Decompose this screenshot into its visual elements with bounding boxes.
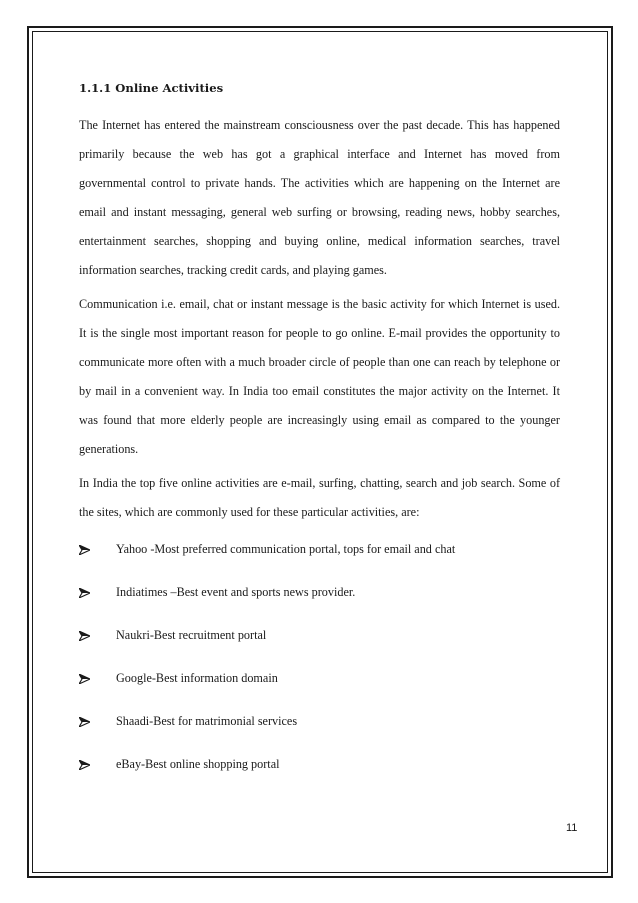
list-item-text: Indiatimes –Best event and sports news provider. bbox=[116, 585, 356, 599]
page-content bbox=[79, 70, 560, 786]
list-item-text: Shaadi-Best for matrimonial services bbox=[116, 714, 298, 728]
arrowhead-bullet-icon bbox=[79, 614, 95, 657]
sites-list bbox=[79, 528, 560, 786]
list-item bbox=[79, 743, 560, 786]
arrowhead-bullet-icon bbox=[79, 743, 95, 786]
page-number: 11 bbox=[566, 822, 578, 834]
arrowhead-bullet-icon bbox=[79, 571, 95, 614]
paragraph-internet-overview: The Internet has entered the mainstream consciousness over the past decade. This has happened primarily because the web has got a graphical interface and Internet has moved from governmental control to private hands. The activities which are happening on the Internet are email and instant messaging, general web surfing or browsing, reading news, hobby searches, entertainment searches, shopping and buying online, medical information searches, travel information searches, tracking credit cards, and playing games. bbox=[79, 118, 560, 277]
list-item bbox=[79, 700, 560, 743]
arrowhead-bullet-icon bbox=[79, 528, 95, 571]
list-item-text: Naukri-Best recruitment portal bbox=[116, 628, 267, 642]
list-item bbox=[79, 614, 560, 657]
arrowhead-bullet-icon bbox=[79, 700, 95, 743]
list-item-text: Google-Best information domain bbox=[116, 671, 278, 685]
list-item-text: eBay-Best online shopping portal bbox=[116, 757, 280, 771]
paragraph-communication: Communication i.e. email, chat or instant message is the basic activity for which Internet is used. It is the single most important reason for people to go online. E-mail provides the opportunity to communicate more often with a much broader circle of people than one can reach by telephone or by mail in a convenient way. In India too email constitutes the major activity on the Internet. It was found that more elderly people are increasingly using email as compared to the younger generations. bbox=[79, 297, 560, 456]
section-heading: 1.1.1 Online Activities bbox=[79, 81, 224, 95]
list-item bbox=[79, 528, 560, 571]
list-item bbox=[79, 657, 560, 700]
list-item bbox=[79, 571, 560, 614]
list-item-text: Yahoo -Most preferred communication portal, tops for email and chat bbox=[116, 542, 456, 556]
paragraph-top-activities: In India the top five online activities are e-mail, surfing, chatting, search and job search. Some of the sites, which are commonly used for these particular activities, are: bbox=[79, 476, 560, 519]
arrowhead-bullet-icon bbox=[79, 657, 95, 700]
